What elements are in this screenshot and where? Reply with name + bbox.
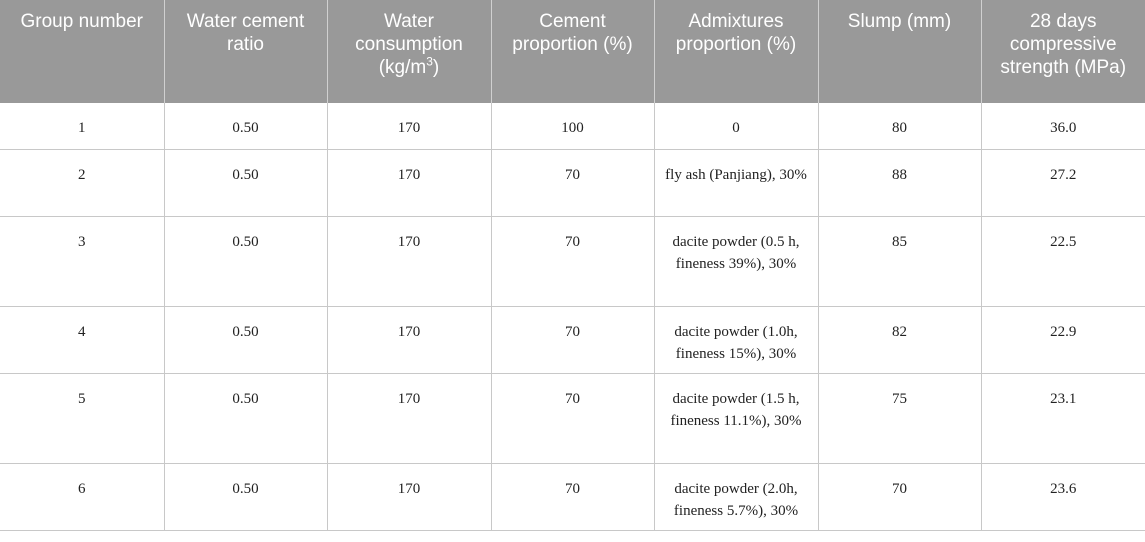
cell-wc-ratio: 0.50 bbox=[164, 216, 327, 306]
table-row bbox=[0, 103, 1145, 149]
cell-slump: 70 bbox=[818, 463, 981, 530]
header-row bbox=[0, 0, 1145, 103]
cell-group: 3 bbox=[0, 216, 164, 306]
cell-group: 1 bbox=[0, 103, 164, 149]
header-compressive-strength: 28 days compressive strength (MPa) bbox=[981, 0, 1145, 103]
table-row bbox=[0, 306, 1145, 373]
table-row bbox=[0, 373, 1145, 463]
cell-wc-ratio: 0.50 bbox=[164, 149, 327, 216]
header-slump: Slump (mm) bbox=[818, 0, 981, 103]
cell-water: 170 bbox=[327, 463, 491, 530]
cell-admix: dacite powder (0.5 h, fineness 39%), 30% bbox=[654, 216, 818, 306]
cell-group: 6 bbox=[0, 463, 164, 530]
cell-strength: 23.1 bbox=[981, 373, 1145, 463]
cell-cement: 70 bbox=[491, 373, 654, 463]
cell-strength: 36.0 bbox=[981, 103, 1145, 149]
cell-water: 170 bbox=[327, 149, 491, 216]
cell-group: 4 bbox=[0, 306, 164, 373]
cell-water: 170 bbox=[327, 216, 491, 306]
cell-slump: 80 bbox=[818, 103, 981, 149]
header-group-number: Group number bbox=[0, 0, 164, 103]
cell-slump: 85 bbox=[818, 216, 981, 306]
cell-strength: 22.9 bbox=[981, 306, 1145, 373]
cell-slump: 75 bbox=[818, 373, 981, 463]
table-row bbox=[0, 149, 1145, 216]
cell-wc-ratio: 0.50 bbox=[164, 463, 327, 530]
cell-strength: 27.2 bbox=[981, 149, 1145, 216]
cell-group: 2 bbox=[0, 149, 164, 216]
cell-admix: dacite powder (2.0h, fineness 5.7%), 30% bbox=[654, 463, 818, 530]
cell-slump: 82 bbox=[818, 306, 981, 373]
cell-admix: 0 bbox=[654, 103, 818, 149]
cell-group: 5 bbox=[0, 373, 164, 463]
cell-admix: fly ash (Panjiang), 30% bbox=[654, 149, 818, 216]
cell-cement: 70 bbox=[491, 306, 654, 373]
cell-cement: 70 bbox=[491, 216, 654, 306]
header-water-consumption: Water consumption $(kg/m^3)$ bbox=[327, 0, 491, 103]
cell-water: 170 bbox=[327, 306, 491, 373]
table-row bbox=[0, 463, 1145, 530]
cell-strength: 22.5 bbox=[981, 216, 1145, 306]
cell-slump: 88 bbox=[818, 149, 981, 216]
cell-cement: 100 bbox=[491, 103, 654, 149]
cell-strength: 23.6 bbox=[981, 463, 1145, 530]
cell-cement: 70 bbox=[491, 463, 654, 530]
header-admixtures-proportion: Admixtures proportion (%) bbox=[654, 0, 818, 103]
cell-wc-ratio: 0.50 bbox=[164, 306, 327, 373]
header-water-cement-ratio: Water cement ratio bbox=[164, 0, 327, 103]
table-row bbox=[0, 216, 1145, 306]
cell-cement: 70 bbox=[491, 149, 654, 216]
cell-admix: dacite powder (1.5 h, fineness 11.1%), 30% bbox=[654, 373, 818, 463]
header-cement-proportion: Cement proportion (%) bbox=[491, 0, 654, 103]
cell-water: 170 bbox=[327, 103, 491, 149]
cell-wc-ratio: 0.50 bbox=[164, 103, 327, 149]
cell-water: 170 bbox=[327, 373, 491, 463]
cell-admix: dacite powder (1.0h, fineness 15%), 30% bbox=[654, 306, 818, 373]
cell-wc-ratio: 0.50 bbox=[164, 373, 327, 463]
